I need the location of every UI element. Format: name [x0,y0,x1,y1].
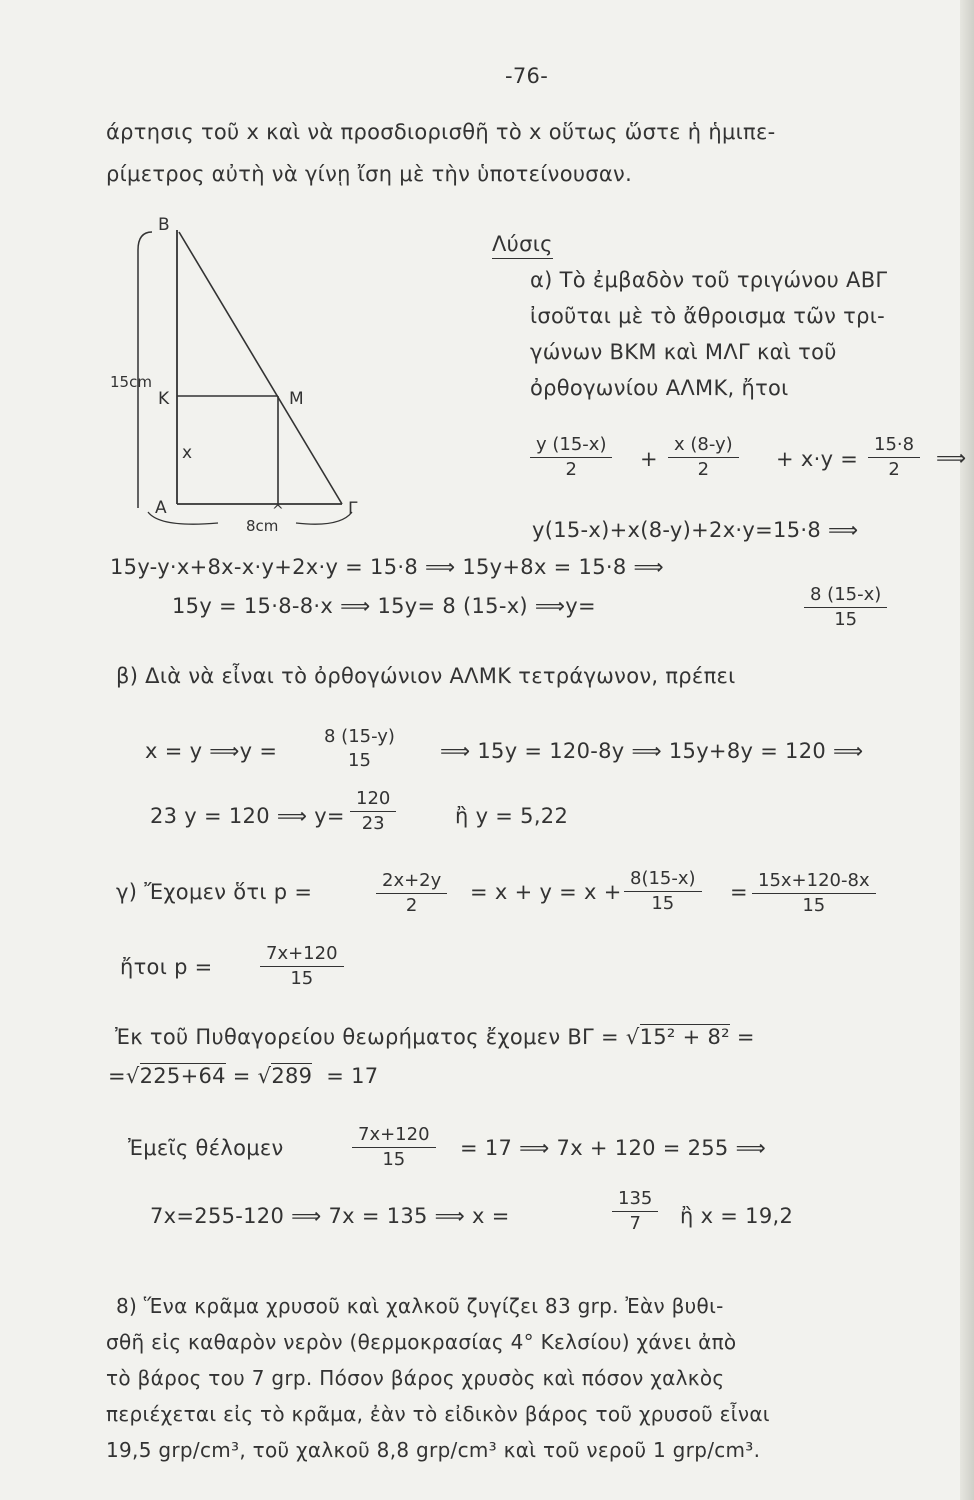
part-a-line-3: γώνων ΒΚΜ καὶ ΜΛΓ καὶ τοῦ [530,340,837,364]
label-angle-mark: ^ [272,503,284,519]
eq2: y(15-x)+x(8-y)+2x·y=15·8 ⟹ [532,518,859,542]
sqrt-sign-2: √ [125,1064,140,1088]
eq1-f3-den: 2 [888,459,900,480]
eq5-den: 15 [348,750,371,771]
hypotenuse-BG [179,232,342,504]
eq8-left: Ἐμεῖς θέλομεν [128,1136,284,1160]
problem-8-line-2: σθῆ εἰς καθαρὸν νερὸν (θερμοκρασίας 4° Κελσίου) χάνει ἀπὸ [106,1330,737,1354]
eq8-fraction [352,1126,436,1169]
pythagoras-result: = 17 [312,1064,379,1088]
sqrt-radicand-2: 225+64 [139,1064,226,1088]
part-g-f2-num: 8(15-x) [624,870,702,892]
label-A: A [155,498,167,518]
eq9-left: 7x=255-120 ⟹ 7x = 135 ⟹ x = [150,1204,510,1228]
eq4-left: 15y = 15·8-8·x ⟹ 15y= 8 (15-x) ⟹y= [172,594,596,618]
pythagoras-line-1 [115,1025,755,1049]
eq4-den: 15 [834,609,858,630]
part-g-fraction-3 [752,872,876,915]
label-M: M [289,389,304,409]
part-g-fraction-2 [624,870,702,913]
part-g-f3-den: 15 [802,895,826,916]
label-base: 8cm [246,517,279,535]
eq9-num: 135 [612,1190,658,1212]
label-G: Γ [348,499,358,519]
eq3: 15y-y·x+8x-x·y+2x·y = 15·8 ⟹ 15y+8x = 15·8 ⟹ [110,555,664,579]
problem-8-line-3: τὸ βάρος του 7 grp. Πόσον βάρος χρυσὸς καὶ πόσον χαλκὸς [106,1366,725,1390]
part-g-f1-num: 2x+2y [376,872,447,894]
eq5-right: ⟹ 15y = 120-8y ⟹ 15y+8y = 120 ⟹ [440,739,864,763]
label-B: B [158,215,170,235]
eq1-f2-den: 2 [697,459,710,480]
eq6-den: 23 [361,813,385,834]
eq9-right: ἢ x = 19,2 [680,1204,794,1228]
eq1-f1-num: y (15-x) [530,436,612,458]
part-a-line-4: ὀρθογωνίου ΑΛΜΚ, ἤτοι [530,376,789,400]
eq7-fraction [260,945,344,988]
eq9-den: 7 [629,1213,641,1234]
sqrt-radicand-1: 15² + 8² [639,1025,730,1049]
intro-line-2: ρίμετρος αὐτὴ νὰ γίνῃ ἴση μὲ τὴν ὑποτείνουσαν. [106,162,633,186]
eq1-middle: + x·y = [776,447,859,471]
part-g-left: γ) Ἔχομεν ὅτι p = [116,880,313,904]
problem-8-line-5: 19,5 grp/cm³, τοῦ χαλκοῦ 8,8 grp/cm³ καὶ τοῦ νεροῦ 1 grp/cm³. [106,1438,761,1462]
part-g-middle: = x + y = x + [470,880,622,904]
pythagoras-mid: = [225,1064,258,1088]
eq7-den: 15 [290,968,314,989]
part-a-line-1: α) Τὸ ἐμβαδὸν τοῦ τριγώνου ΑΒΓ [530,268,888,292]
label-x: x [182,443,193,463]
eq1-plus: + [640,447,658,471]
part-g-f1-den: 2 [405,895,418,916]
triangle-figure [100,210,390,540]
eq8-den: 15 [382,1149,406,1170]
height-dimension-line [138,232,152,508]
eq1-f2-num: x (8-y) [668,436,739,458]
label-height: 15cm [110,373,152,391]
pythagoras-line-2 [108,1064,378,1088]
pythagoras-pre: = [108,1064,126,1088]
pythagoras-text: Ἐκ τοῦ Πυθαγορείου θεωρήματος ἔχομεν ΒΓ = [115,1025,626,1049]
page-edge [960,0,974,1500]
solution-heading: Λύσις [492,232,553,256]
eq4-fraction [804,586,887,629]
eq6-fraction [350,790,396,833]
eq7-left: ἤτοι p = [120,955,213,979]
eq5-num: 8 (15-y) [324,726,395,747]
part-b: β) Διὰ νὰ εἶναι τὸ ὀρθογώνιον ΑΛΜΚ τετράγωνον, πρέπει [116,664,736,688]
problem-8-line-4: περιέχεται εἰς τὸ κρᾶμα, ἐὰν τὸ εἰδικὸν βάρος τοῦ χρυσοῦ εἶναι [106,1402,770,1426]
part-g-equals: = [730,880,748,904]
eq8-num: 7x+120 [352,1126,436,1148]
problem-8-line-1: 8) Ἕνα κρᾶμα χρυσοῦ καὶ χαλκοῦ ζυγίζει 83 grp. Ἐὰν βυθι- [116,1294,724,1318]
pythagoras-tail: = [729,1025,755,1049]
eq8-right: = 17 ⟹ 7x + 120 = 255 ⟹ [460,1136,766,1160]
sqrt-sign-3: √ [257,1064,272,1088]
sqrt-radicand-3: 289 [271,1064,313,1088]
eq6-right: ἢ y = 5,22 [455,804,569,828]
part-a-line-2: ἰσοῦται μὲ τὸ ἄθροισμα τῶν τρι- [530,304,885,328]
eq1-fraction-2 [668,436,739,479]
eq5-left: x = y ⟹y = [145,739,278,763]
label-K: K [158,389,170,409]
intro-line-1: άρτησις τοῦ x καὶ νὰ προσδιορισθῆ τὸ x οὕτως ὥστε ἡ ἡμιπε- [106,120,776,144]
sqrt-sign-1: √ [625,1025,640,1049]
eq1-fraction-1 [530,436,612,479]
eq1-f3-num: 15·8 [868,436,920,458]
eq1-arrow: ⟹ [936,446,967,470]
page-number: -76- [505,64,549,88]
part-g-f3-num: 15x+120-8x [752,872,876,894]
eq4-num: 8 (15-x) [804,586,887,608]
eq5-fraction [318,728,401,770]
part-g-f2-den: 15 [651,893,675,914]
eq9-fraction [612,1190,658,1233]
eq7-num: 7x+120 [260,945,344,967]
eq1-fraction-3 [868,436,920,479]
part-g-fraction-1 [376,872,447,915]
eq6-left: 23 y = 120 ⟹ y= [150,804,345,828]
eq1-f1-den: 2 [565,459,577,480]
eq6-num: 120 [350,790,396,812]
base-dimension-right [296,512,352,524]
